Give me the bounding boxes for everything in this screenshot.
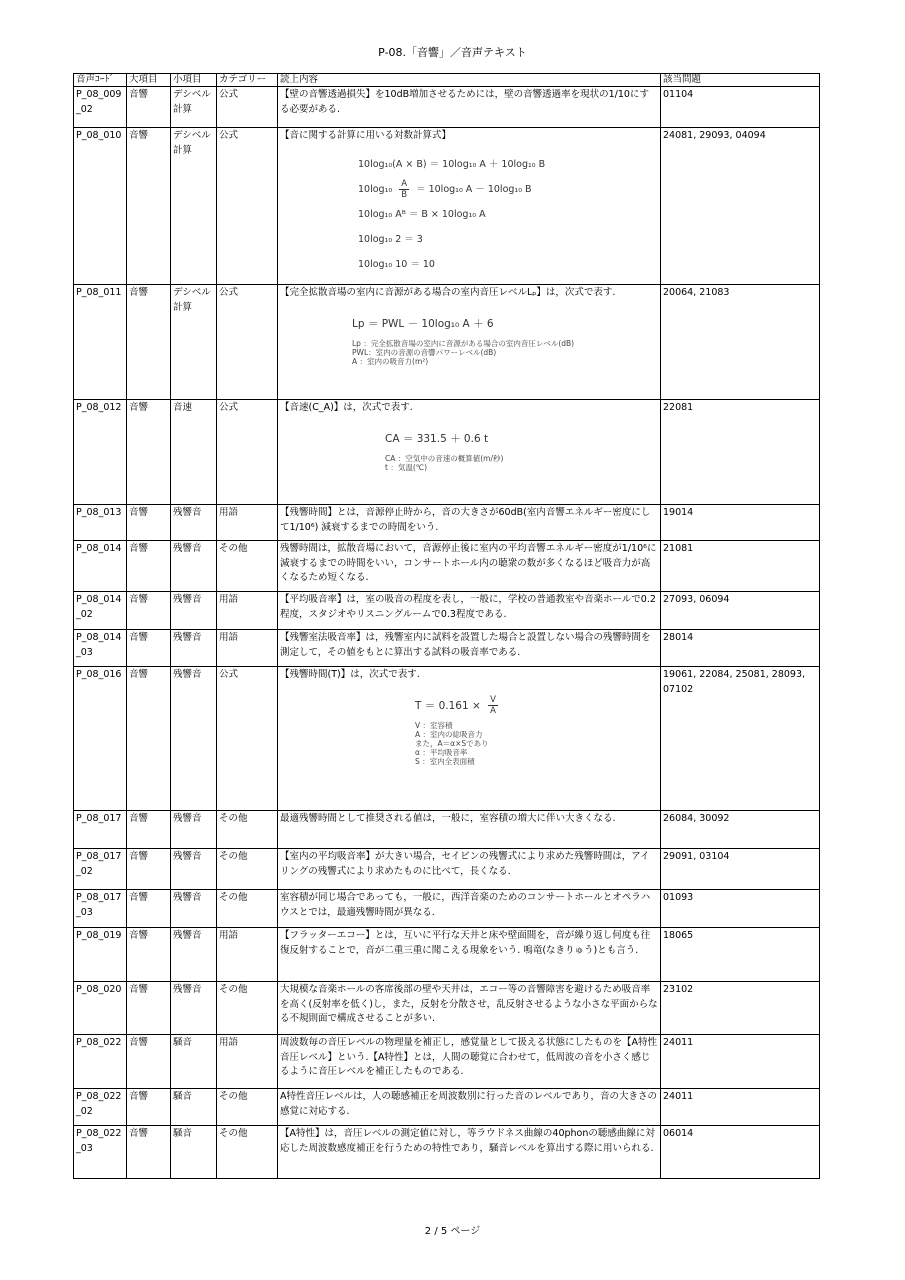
cell-category: 用語 [217,592,278,630]
cell-minor: 残響音 [171,890,217,928]
sound-speed-formula-block [385,424,658,472]
page-number: 2 / 5 ページ [424,1226,481,1237]
content-text: 【残響時間(T)】は，次式で表す. [280,669,420,680]
cell-code: P_08_019 [74,928,127,982]
cell-questions: 20064, 21083 [661,285,820,400]
cell-code: P_08_022_03 [74,1126,127,1179]
table-row [74,541,820,592]
table-row [74,1089,820,1126]
cell-minor: 残響音 [171,592,217,630]
cell-minor: デシベル計算 [171,128,217,285]
cell-minor: デシベル計算 [171,87,217,128]
table-row [74,1035,820,1089]
cell-content [278,128,661,285]
cell-major: 音響 [127,1126,171,1179]
cell-code: P_08_022 [74,1035,127,1089]
cell-minor: 残響音 [171,811,217,849]
cell-category: 用語 [217,630,278,667]
cell-questions: 26084, 30092 [661,811,820,849]
table-row [74,128,820,285]
cell-major: 音響 [127,928,171,982]
cell-category: その他 [217,1089,278,1126]
spl-formula-block [352,309,658,366]
cell-category: 用語 [217,505,278,541]
formula-part: ＝ 10log₁₀ A － 10log₁₀ B [416,183,532,195]
table-row [74,1126,820,1179]
table-row [74,592,820,630]
cell-minor: 音速 [171,400,217,505]
cell-minor: 残響音 [171,849,217,890]
cell-category: その他 [217,982,278,1035]
formula-line: Lp ＝ PWL － 10log₁₀ A ＋ 6 [352,317,494,330]
cell-code: P_08_014_02 [74,592,127,630]
voice-text-table [73,73,820,1179]
table-row [74,87,820,128]
cell-code: P_08_016 [74,667,127,811]
cell-minor: 残響音 [171,928,217,982]
table-row [74,400,820,505]
cell-code: P_08_017_03 [74,890,127,928]
cell-major: 音響 [127,1089,171,1126]
page-title: P-08.「音響」／音声テキスト [378,46,527,59]
table-row [74,667,820,811]
cell-code: P_08_010 [74,128,127,285]
formula-line: 10log₁₀ 2 ＝ 3 [358,233,423,245]
table-row [74,811,820,849]
cell-minor: 残響音 [171,982,217,1035]
cell-category: 用語 [217,1035,278,1089]
formula-line: 10log₁₀ Aᴮ ＝ B × 10log₁₀ A [358,208,486,220]
cell-content [278,285,661,400]
col-header-content: 読上内容 [278,74,661,87]
table-row [74,982,820,1035]
cell-major: 音響 [127,285,171,400]
cell-questions: 24081, 29093, 04094 [661,128,820,285]
fraction [399,179,409,200]
cell-questions: 19014 [661,505,820,541]
cell-content: A特性音圧レベルは，人の聴感補正を周波数別に行った音のレベルであり，音の大きさの感覚に対応する. [278,1089,661,1126]
cell-major: 音響 [127,982,171,1035]
cell-content: 残響時間は，拡散音場において，音源停止後に室内の平均音響エネルギー密度が1/10⁶に減衰するまでの時間をいい，コンサートホール内の聴衆の数が多くなるほど吸音力が高くなるため短くなる. [278,541,661,592]
table-row [74,285,820,400]
cell-questions: 24011 [661,1035,820,1089]
cell-major: 音響 [127,1035,171,1089]
cell-minor: 騒音 [171,1089,217,1126]
cell-content: 【室内の平均吸音率】が大きい場合，セイビンの残響式により求めた残響時間は，アイリングの残響式により求めたものに比べて，長くなる. [278,849,661,890]
cell-minor: 残響音 [171,541,217,592]
fraction [488,695,498,716]
cell-content: 最適残響時間として推奨される値は，一般に，室容積の増大に伴い大きくなる. [278,811,661,849]
cell-questions: 18065 [661,928,820,982]
cell-code: P_08_013 [74,505,127,541]
cell-code: P_08_017_02 [74,849,127,890]
formula-legend: S ：室内全表面積 [415,756,475,766]
table-row [74,890,820,928]
formula-part: T ＝ 0.161 × [415,699,481,712]
cell-major: 音響 [127,592,171,630]
content-text: 【音に関する計算に用いる対数計算式】 [280,130,452,141]
cell-category: その他 [217,541,278,592]
cell-code: P_08_009_02 [74,87,127,128]
cell-code: P_08_020 [74,982,127,1035]
cell-content [278,400,661,505]
cell-major: 音響 [127,667,171,811]
table-header-row [74,74,820,87]
col-header-code: 音声ｺｰﾄﾞ [74,74,127,87]
fraction-numerator: V [490,695,496,705]
cell-questions: 23102 [661,982,820,1035]
log-formula-block [358,152,658,277]
cell-content: 【残響時間】とは，音源停止時から，音の大きさが60dB(室内音響エネルギー密度にして1/10⁶) 減衰するまでの時間をいう. [278,505,661,541]
cell-category: 公式 [217,400,278,505]
cell-category: 公式 [217,87,278,128]
table-row [74,849,820,890]
cell-minor: 残響音 [171,505,217,541]
cell-category: その他 [217,1126,278,1179]
formula-legend: PWL：室内の音源の音響パワーレベル(dB) [352,347,497,357]
cell-minor: 騒音 [171,1126,217,1179]
cell-questions: 29091, 03104 [661,849,820,890]
cell-content: 室容積が同じ場合であっても，一般に，西洋音楽のためのコンサートホールとオペラハウスとでは，最適残響時間が異なる. [278,890,661,928]
cell-category: その他 [217,849,278,890]
cell-minor: デシベル計算 [171,285,217,400]
formula-line: 10log₁₀(A × B) ＝ 10log₁₀ A ＋ 10log₁₀ B [358,158,546,170]
cell-major: 音響 [127,890,171,928]
cell-content: 【フラッターエコー】とは，互いに平行な天井と床や壁面間を，音が繰り返し何度も往復反射することで，音が二重三重に聞こえる現象をいう. 鳴竜(なきりゅう)とも言う. [278,928,661,982]
cell-code: P_08_012 [74,400,127,505]
content-text: 【音速(C_A)】は，次式で表す. [280,402,413,413]
cell-major: 音響 [127,400,171,505]
cell-questions: 21081 [661,541,820,592]
formula-legend: α ：平均吸音率 [415,747,468,757]
table-row [74,928,820,982]
cell-code: P_08_014_03 [74,630,127,667]
col-header-questions: 該当問題 [661,74,820,87]
cell-major: 音響 [127,87,171,128]
cell-major: 音響 [127,630,171,667]
cell-questions: 19061, 22084, 25081, 28093, 07102 [661,667,820,811]
formula-legend: t ：気温(℃) [385,462,428,472]
cell-content: 大規模な音楽ホールの客席後部の壁や天井は，エコー等の音響障害を避けるため吸音率を高く(反射率を低く)し，また，反射を分散させ，乱反射させるような小さな平面からなる不規則面で構成させることが多い. [278,982,661,1035]
cell-major: 音響 [127,541,171,592]
formula-legend: Lp ：完全拡散音場の室内に音源がある場合の室内音圧レベル(dB) [352,338,575,348]
col-header-category: カテゴリー [217,74,278,87]
cell-category: 公式 [217,285,278,400]
cell-code: P_08_011 [74,285,127,400]
cell-code: P_08_017 [74,811,127,849]
cell-major: 音響 [127,128,171,285]
cell-questions: 01104 [661,87,820,128]
cell-code: P_08_014 [74,541,127,592]
cell-category: 用語 [217,928,278,982]
cell-content: 周波数毎の音圧レベルの物理量を補正し，感覚量として扱える状態にしたものを【A特性音圧レベル】という.【A特性】とは，人間の聴覚に合わせて，低周波の音を小さく感じるように音圧レベルを補正したものである. [278,1035,661,1089]
reverb-formula-block [415,691,658,766]
cell-major: 音響 [127,849,171,890]
formula-legend: V ：室容積 [415,720,453,730]
cell-minor: 残響音 [171,630,217,667]
cell-questions: 28014 [661,630,820,667]
cell-major: 音響 [127,505,171,541]
formula-legend: A ：室内の吸音力(m²) [352,356,429,366]
formula-legend: CA ：空気中の音速の概算値(m/秒) [385,453,504,463]
cell-minor: 騒音 [171,1035,217,1089]
cell-category: 公式 [217,667,278,811]
formula-line: CA ＝ 331.5 ＋ 0.6 t [385,432,489,445]
cell-minor: 残響音 [171,667,217,811]
fraction-numerator: A [401,178,408,189]
cell-questions: 06014 [661,1126,820,1179]
cell-content [278,667,661,811]
table-row [74,630,820,667]
formula-line [415,691,658,721]
cell-major: 音響 [127,811,171,849]
fraction-denominator: A [490,706,496,716]
cell-category: その他 [217,811,278,849]
formula-line: 10log₁₀ 10 ＝ 10 [358,258,435,270]
content-text: 【完全拡散音場の室内に音源がある場合の室内音圧レベルLₚ】は，次式で表す. [280,287,616,298]
cell-category: 公式 [217,128,278,285]
cell-content: 【平均吸音率】は，室の吸音の程度を表し，一般に，学校の普通教室や音楽ホールで0.2程度，スタジオやリスニングルームで0.3程度である. [278,592,661,630]
cell-questions: 01093 [661,890,820,928]
cell-code: P_08_022_02 [74,1089,127,1126]
fraction-denominator: B [401,189,408,200]
cell-questions: 24011 [661,1089,820,1126]
cell-questions: 27093, 06094 [661,592,820,630]
formula-line [358,177,658,202]
col-header-major: 大項目 [127,74,171,87]
col-header-minor: 小項目 [171,74,217,87]
table-row [74,505,820,541]
cell-content: 【A特性】は，音圧レベルの測定値に対し，等ラウドネス曲線の40phonの聴感曲線に対応した周波数感度補正を行うための特性であり，騒音レベルを算出する際に用いられる. [278,1126,661,1179]
cell-content: 【残響室法吸音率】は，残響室内に試料を設置した場合と設置しない場合の残響時間を測定して，その値をもとに算出する試料の吸音率である. [278,630,661,667]
formula-part: 10log₁₀ [358,183,393,195]
formula-legend: また，A＝α×Sであり [415,738,489,748]
cell-content: 【壁の音響透過損失】を10dB増加させるためには，壁の音響透過率を現状の1/10にする必要がある. [278,87,661,128]
cell-questions: 22081 [661,400,820,505]
formula-legend: A ：室内の総吸音力 [415,729,483,739]
cell-category: その他 [217,890,278,928]
